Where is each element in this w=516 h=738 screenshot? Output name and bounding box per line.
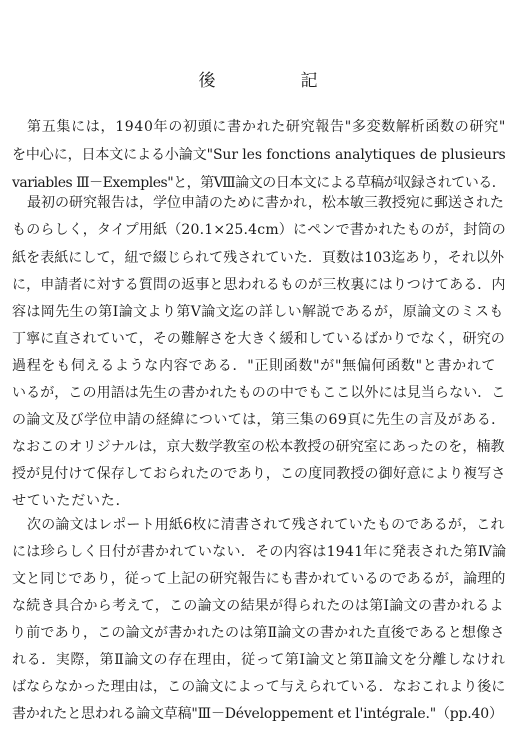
- text-line: り前であり，この論文が書かれたのは第Ⅱ論文の書かれた直後であると想像さ: [12, 625, 505, 641]
- text-line: な続き具合から考えて，この論文の結果が得られたのは第Ⅰ論文の書かれるよ: [12, 598, 504, 614]
- text-line: 丁寧に直されていて，その難解さを大きく緩和しているばかりでなく，研究の: [12, 331, 505, 347]
- text-line: せていただいた．: [12, 493, 131, 509]
- text-line: 書かれたと思われる論文草稿"Ⅲ－Développement et l'intégrale."（pp.40）: [12, 706, 503, 722]
- text-line: 紙を表紙にして，紐で綴じられて残されていた．頁数は103迄あり，それ以外: [12, 250, 505, 266]
- text-line: 最初の研究報告は，学位申請のために書かれ，松本敏三教授宛に郵送された: [27, 195, 504, 211]
- text-line: れる．実際，第Ⅱ論文の存在理由，従って第Ⅰ論文と第Ⅱ論文を分離しなけれ: [12, 652, 506, 668]
- text-line: ばならなかった理由は，この論文によって与えられている．なおこれより後に: [12, 679, 506, 695]
- text-line: 第五集には，1940年の初頭に書かれた研究報告"多変数解析函数の研究": [27, 119, 507, 135]
- text-line: variables Ⅲ－Exemples"と，第Ⅷ論文の日本文による草稿が収録されている．: [12, 175, 506, 191]
- text-line: なおこのオリジナルは，京大数学教室の松本教授の研究室にあったのを，楠教: [12, 439, 505, 455]
- text-line: には珍らしく日付が書かれていない．その内容は1941年に発表された第Ⅳ論: [12, 544, 507, 560]
- text-line: 容は岡先生の第Ⅰ論文より第Ⅴ論文迄の詳しい解説であるが，原論文のミスも: [12, 304, 504, 320]
- text-line: 文と同じであり，従って上記の研究報告にも書かれているのであるが，論理的: [12, 571, 506, 587]
- text-line: の論文及び学位申請の経緯については，第三集の69頁に先生の言及がある．: [12, 412, 506, 428]
- text-line: 過程をも伺えるような内容である．"正則函数"が"無偏何函数"と書かれて: [12, 358, 497, 374]
- text-line: ものらしく，タイプ用紙（20.1×25.4cm）にペンで書かれたものが，封筒の: [12, 222, 507, 238]
- text-line: いるが，この用語は先生の書かれたものの中でもここ以外には見当らない．こ: [12, 385, 506, 401]
- text-line: に，申請者に対する質問の返事と思われるものが三枚裏にはりつけてある．内: [12, 277, 506, 293]
- page-title: 後 記: [198, 71, 352, 91]
- text-line: を中心に，日本文による小論文"Sur les fonctions analytiques de plusieurs: [12, 147, 506, 163]
- text-line: 次の論文はレポート用紙6枚に清書されて残されていたものであるが，これ: [27, 517, 505, 533]
- text-line: 授が見付けて保存しておられたのであり，この度同教授の御好意により複写さ: [12, 466, 506, 482]
